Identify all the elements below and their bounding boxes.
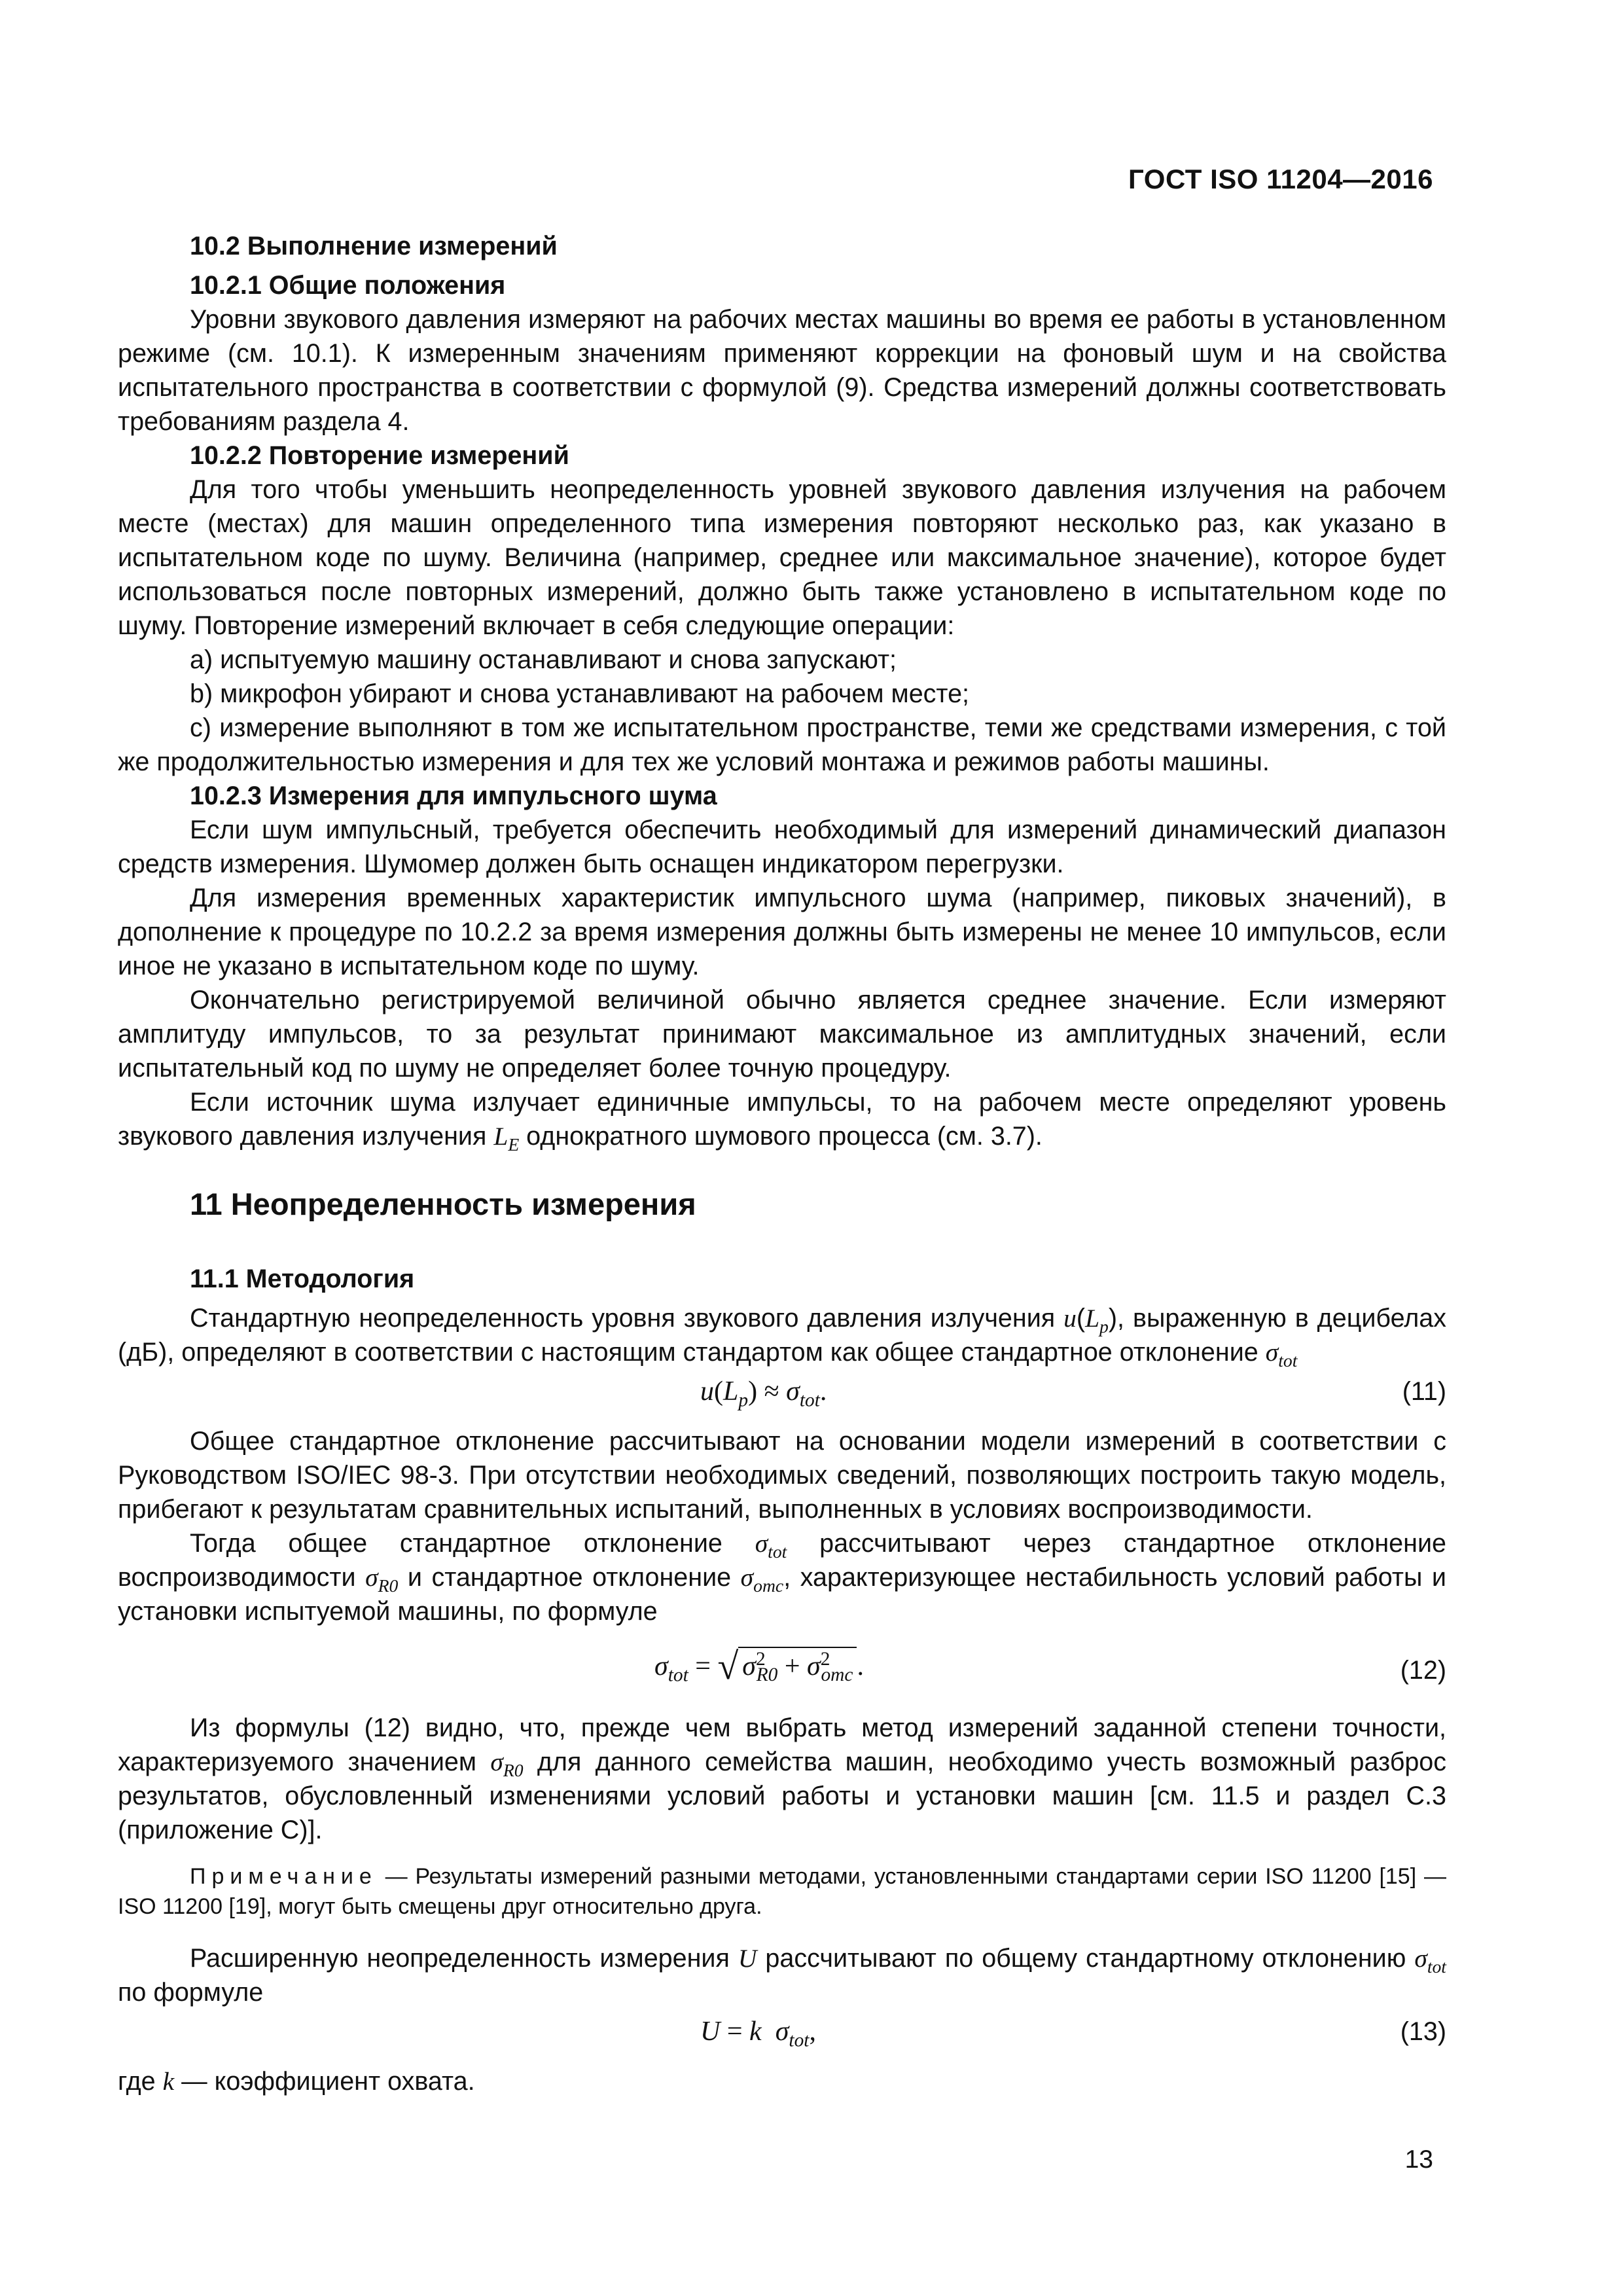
equation-13-number: (13) bbox=[1400, 2017, 1446, 2046]
equation-13-expression: U = k $\sigma_{tot}$, bbox=[700, 2017, 816, 2051]
sqrt-sign: √ $\sigma^2_{R0} + \sigma^2_{omc}$ bbox=[717, 1647, 857, 1683]
paragraph-10-2-3-2: Для измерения временных характеристик импульсного шума (например, пиковых значений), в дополнение к процедуре по 10.2.2 за время измерения должны быть измерены не менее 10 импульсов, если иное не указано в испытательном коде по шуму. bbox=[118, 884, 1446, 980]
paragraph-11-1-6: где k — коэффициент охвата. bbox=[118, 2067, 475, 2096]
equation-11-number: (11) bbox=[1402, 1377, 1446, 1406]
heading-11-1: 11.1 Методология bbox=[190, 1265, 415, 1293]
note: Примечание — Результаты измерений разными методами, установленными стандартами серии ISO 11200 [15] — ISO 11200 [19], могут быть смещены друг относительно друга. bbox=[118, 1864, 1446, 1919]
page-content bbox=[118, 229, 1446, 2098]
paragraph-11-1-3: Тогда общее стандартное отклонение $\sigma_{tot}$ рассчитывают через стандартное отклонение воспроизводимости $\sigma_{R0}$ и стандартное отклонение $\sigma_{omc}$, характеризующее нестабильность условий работы и установки испытуемой машины, по формуле bbox=[118, 1529, 1446, 1626]
heading-10-2: 10.2 Выполнение измерений bbox=[190, 232, 558, 260]
page-number: 13 bbox=[1404, 2145, 1433, 2174]
heading-10-2-3: 10.2.3 Измерения для импульсного шума bbox=[190, 781, 717, 810]
list-item-c: c) измерение выполняют в том же испытательном пространстве, теми же средствами измерения, с той же продолжительностью измерения и для тех же условий монтажа и режимов работы машины. bbox=[118, 713, 1446, 776]
equation-12-expression: $\sigma_{tot}$ = √ $\sigma^2_{R0} + \sigma^2_{omc}$ . bbox=[654, 1645, 864, 1687]
paragraph-11-1-1: Стандартную неопределенность уровня звукового давления излучения $u(L_p)$, выраженную в децибелах (дБ), определяют в соответствии с настоящим стандартом как общее стандартное отклонение $\sigma_{tot}$ bbox=[118, 1304, 1446, 1371]
section-11-title: 11 Неопределенность измерения bbox=[190, 1187, 696, 1221]
paragraph-10-2-3-4: Если источник шума излучает единичные импульсы, то на рабочем месте определяют уровень звукового давления излучения $L_E$ однократного шумового процесса (см. 3.7). bbox=[118, 1088, 1446, 1155]
equation-11-expression: $u(L_p) \approx \sigma_{tot}$. bbox=[700, 1376, 827, 1411]
list-item-b: b) микрофон убирают и снова устанавливают на рабочем месте; bbox=[190, 679, 970, 708]
equation-13 bbox=[118, 2015, 1446, 2055]
heading-10-2-1: 10.2.1 Общие положения bbox=[190, 271, 506, 300]
paragraph-11-1-2: Общее стандартное отклонение рассчитывают на основании модели измерений в соответствии с Руководством ISO/IEC 98-3. При отсутствии необходимых сведений, позволяющих построить такую модель, прибегают к результатам сравнительных испытаний, выполненных в условиях воспроизводимости. bbox=[118, 1427, 1446, 1524]
equation-12-number: (12) bbox=[1400, 1656, 1446, 1685]
paragraph-11-1-4: Из формулы (12) видно, что, прежде чем выбрать метод измерений заданной степени точности, характеризуемого значением $\sigma_{R0}$ для данного семейства машин, необходимо учесть возможный разброс результатов, обусловленный изменениями условий работы и установки машин [см. 11.5 и раздел С.3 (приложение С)]. bbox=[118, 1713, 1447, 1844]
paragraph-10-2-3-1: Если шум импульсный, требуется обеспечить необходимый для измерений динамический диапазон средств измерения. Шумомер должен быть оснащен индикатором перегрузки. bbox=[118, 816, 1446, 878]
equation-11 bbox=[118, 1374, 1446, 1415]
paragraph-10-2-2: Для того чтобы уменьшить неопределенность уровней звукового давления излучения на рабочем месте (местах) для машин определенного типа измерения повторяют несколько раз, как указано в испытательном коде по шуму. Величина (например, среднее или максимальное значение), которое будет использоваться после повторных измерений, должно быть также установлено в испытательном коде по шуму. Повторение измерений включает в себя следующие операции: bbox=[118, 475, 1446, 640]
heading-10-2-2: 10.2.2 Повторение измерений bbox=[190, 441, 569, 470]
paragraph-10-2-3-3: Окончательно регистрируемой величиной обычно является среднее значение. Если измеряют амплитуду импульсов, то за результат принимают максимальное из амплитудных значений, если испытательный код по шуму не определяет более точную процедуру. bbox=[118, 986, 1446, 1083]
document-id: ГОСТ ISO 11204—2016 bbox=[1128, 164, 1433, 194]
list-item-a: a) испытуемую машину останавливают и снова запускают; bbox=[190, 645, 897, 674]
equation-12 bbox=[118, 1639, 1446, 1702]
paragraph-11-1-5: Расширенную неопределенность измерения U рассчитывают по общему стандартному отклонению $\sigma_{tot}$ по формуле bbox=[118, 1944, 1446, 2007]
paragraph-10-2-1: Уровни звукового давления измеряют на рабочих местах машины во время ее работы в установленном режиме (см. 10.1). К измеренным значениям применяют коррекции на фоновый шум и на свойства испытательного пространства в соответствии с формулой (9). Средства измерений должны соответствовать требованиям раздела 4. bbox=[118, 305, 1446, 436]
